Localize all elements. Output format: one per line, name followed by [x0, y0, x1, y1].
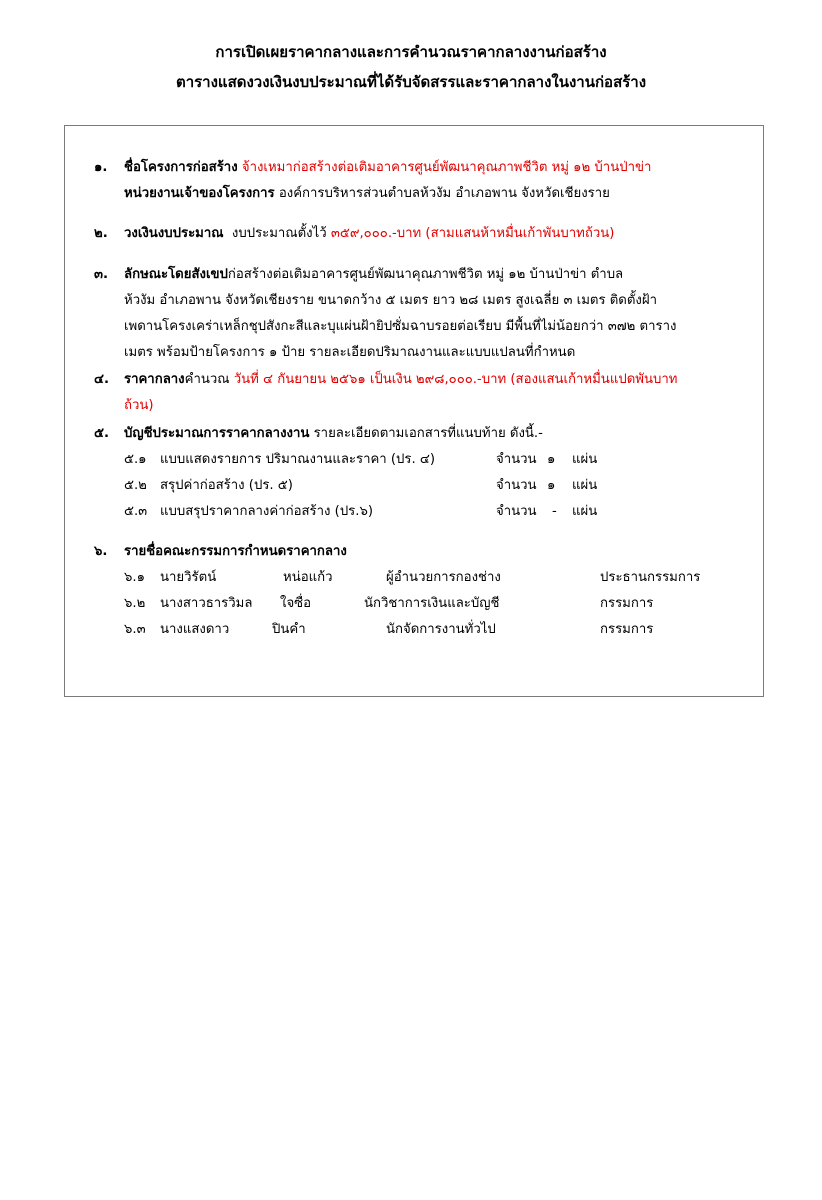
- member-position: ผู้อำนวยการกองช่าง: [386, 570, 501, 585]
- member-name: นายวิรัตน์: [160, 570, 217, 585]
- summary-line-4: เมตร พร้อมป้ายโครงการ ๑ ป้าย รายละเอียดปริมาณงานและแบบแปลนที่กำหนด: [124, 345, 576, 360]
- project-name-value: จ้างเหมาก่อสร้างต่อเติมอาคารศูนย์พัฒนาคุณภาพชีวิต หมู่ ๑๒ บ้านป่าข่า: [241, 160, 652, 175]
- owner-label: หน่วยงานเจ้าของโครงการ: [124, 186, 275, 201]
- estimate-item-number: ๕.๒: [124, 478, 147, 493]
- budget-value: ๓๕๙,๐๐๐.-บาท (สามแสนห้าหมื่นเก้าพันบาทถ้วน): [330, 226, 615, 241]
- member-number: ๖.๑: [124, 570, 145, 585]
- estimate-item-unit: แผ่น: [572, 452, 598, 467]
- owner-value: องค์การบริหารส่วนตำบลห้วงัม อำเภอพาน จังหวัดเชียงราย: [278, 186, 610, 201]
- member-position: นักวิชาการเงินและบัญชี: [364, 596, 500, 611]
- document-title: การเปิดเผยราคากลางและการคำนวณราคากลางงานก่อสร้าง: [215, 43, 607, 61]
- owner-row: [124, 185, 610, 203]
- estimate-list-desc: รายละเอียดตามเอกสารที่แนบท้าย ดังนี้.-: [313, 426, 543, 441]
- median-price-value-cont: ถ้วน): [124, 398, 154, 413]
- member-role: กรรมการ: [600, 622, 654, 637]
- estimate-item-count: ๑: [547, 478, 556, 493]
- estimate-item-number: ๕.๓: [124, 504, 148, 519]
- estimate-item-unit: แผ่น: [572, 504, 598, 519]
- section-5-row: [124, 425, 543, 443]
- estimate-item-count-label: จำนวน: [496, 504, 537, 519]
- member-name: นางสาวธารวิมล: [160, 596, 253, 611]
- section-4-number: ๔.: [94, 372, 109, 387]
- estimate-list-label: บัญชีประมาณการราคากลางงาน: [124, 426, 310, 441]
- estimate-item-count: ๑: [547, 452, 556, 467]
- estimate-item-unit: แผ่น: [572, 478, 598, 493]
- median-price-prefix: คำนวณ: [184, 372, 230, 387]
- median-price-value: วันที่ ๔ กันยายน ๒๕๖๑ เป็นเงิน ๒๙๘,๐๐๐.-บาท (สองแสนเก้าหมื่นแปดพันบาท: [233, 372, 678, 387]
- member-role: กรรมการ: [600, 596, 654, 611]
- member-surname: ใจซื่อ: [280, 596, 312, 611]
- section-1-row: [124, 159, 651, 177]
- section-1-number: ๑.: [94, 160, 108, 175]
- member-surname: ปินคำ: [272, 622, 306, 637]
- estimate-item-text: แบบสรุปราคากลางค่าก่อสร้าง (ปร.๖): [160, 504, 373, 519]
- estimate-item-text: สรุปค่าก่อสร้าง (ปร. ๕): [160, 478, 293, 493]
- estimate-item-count-label: จำนวน: [496, 478, 537, 493]
- budget-label: วงเงินงบประมาณ: [124, 226, 224, 241]
- project-name-label: ชื่อโครงการก่อสร้าง: [124, 160, 238, 175]
- summary-label: ลักษณะโดยสังเขป: [124, 267, 228, 282]
- estimate-item-count: -: [552, 504, 557, 519]
- document-subtitle: ตารางแสดงวงเงินงบประมาณที่ได้รับจัดสรรและราคากลางในงานก่อสร้าง: [175, 73, 647, 91]
- member-position: นักจัดการงานทั่วไป: [386, 622, 496, 637]
- section-3-number: ๓.: [94, 267, 109, 282]
- estimate-item-text: แบบแสดงรายการ ปริมาณงานและราคา (ปร. ๔): [160, 452, 435, 467]
- summary-line-3: เพดานโครงเคร่าเหล็กชุปสังกะสีและบุแผ่นฝ้ายิปซั่มฉาบรอยต่อเรียบ มีพื้นที่ไม่น้อยกว่า ๓๗๒ ตาราง: [124, 319, 677, 334]
- section-3-row: [124, 266, 623, 284]
- summary-line-1: ก่อสร้างต่อเติมอาคารศูนย์พัฒนาคุณภาพชีวิต หมู่ ๑๒ บ้านป่าข่า ตำบล: [227, 267, 624, 282]
- budget-prefix: งบประมาณตั้งไว้: [231, 226, 327, 241]
- committee-label: รายชื่อคณะกรรมการกำหนดราคากลาง: [124, 544, 347, 559]
- estimate-item-count-label: จำนวน: [496, 452, 537, 467]
- estimate-item-number: ๕.๑: [124, 452, 147, 467]
- member-role: ประธานกรรมการ: [600, 570, 701, 585]
- summary-line-2: ห้วงัม อำเภอพาน จังหวัดเชียงราย ขนาดกว้าง ๕ เมตร ยาว ๒๘ เมตร สูงเฉลี่ย ๓ เมตร ติดตั้งฝ้า: [124, 293, 657, 308]
- member-number: ๖.๒: [124, 596, 146, 611]
- section-5-number: ๕.: [94, 426, 109, 441]
- section-6-number: ๖.: [94, 544, 108, 559]
- section-2-number: ๒.: [94, 226, 108, 241]
- member-surname: หน่อแก้ว: [283, 570, 333, 585]
- section-2-row: [124, 225, 614, 243]
- member-number: ๖.๓: [124, 622, 146, 637]
- median-price-label: ราคากลาง: [124, 372, 185, 387]
- section-4-row: [124, 371, 677, 389]
- member-name: นางแสงดาว: [160, 622, 230, 637]
